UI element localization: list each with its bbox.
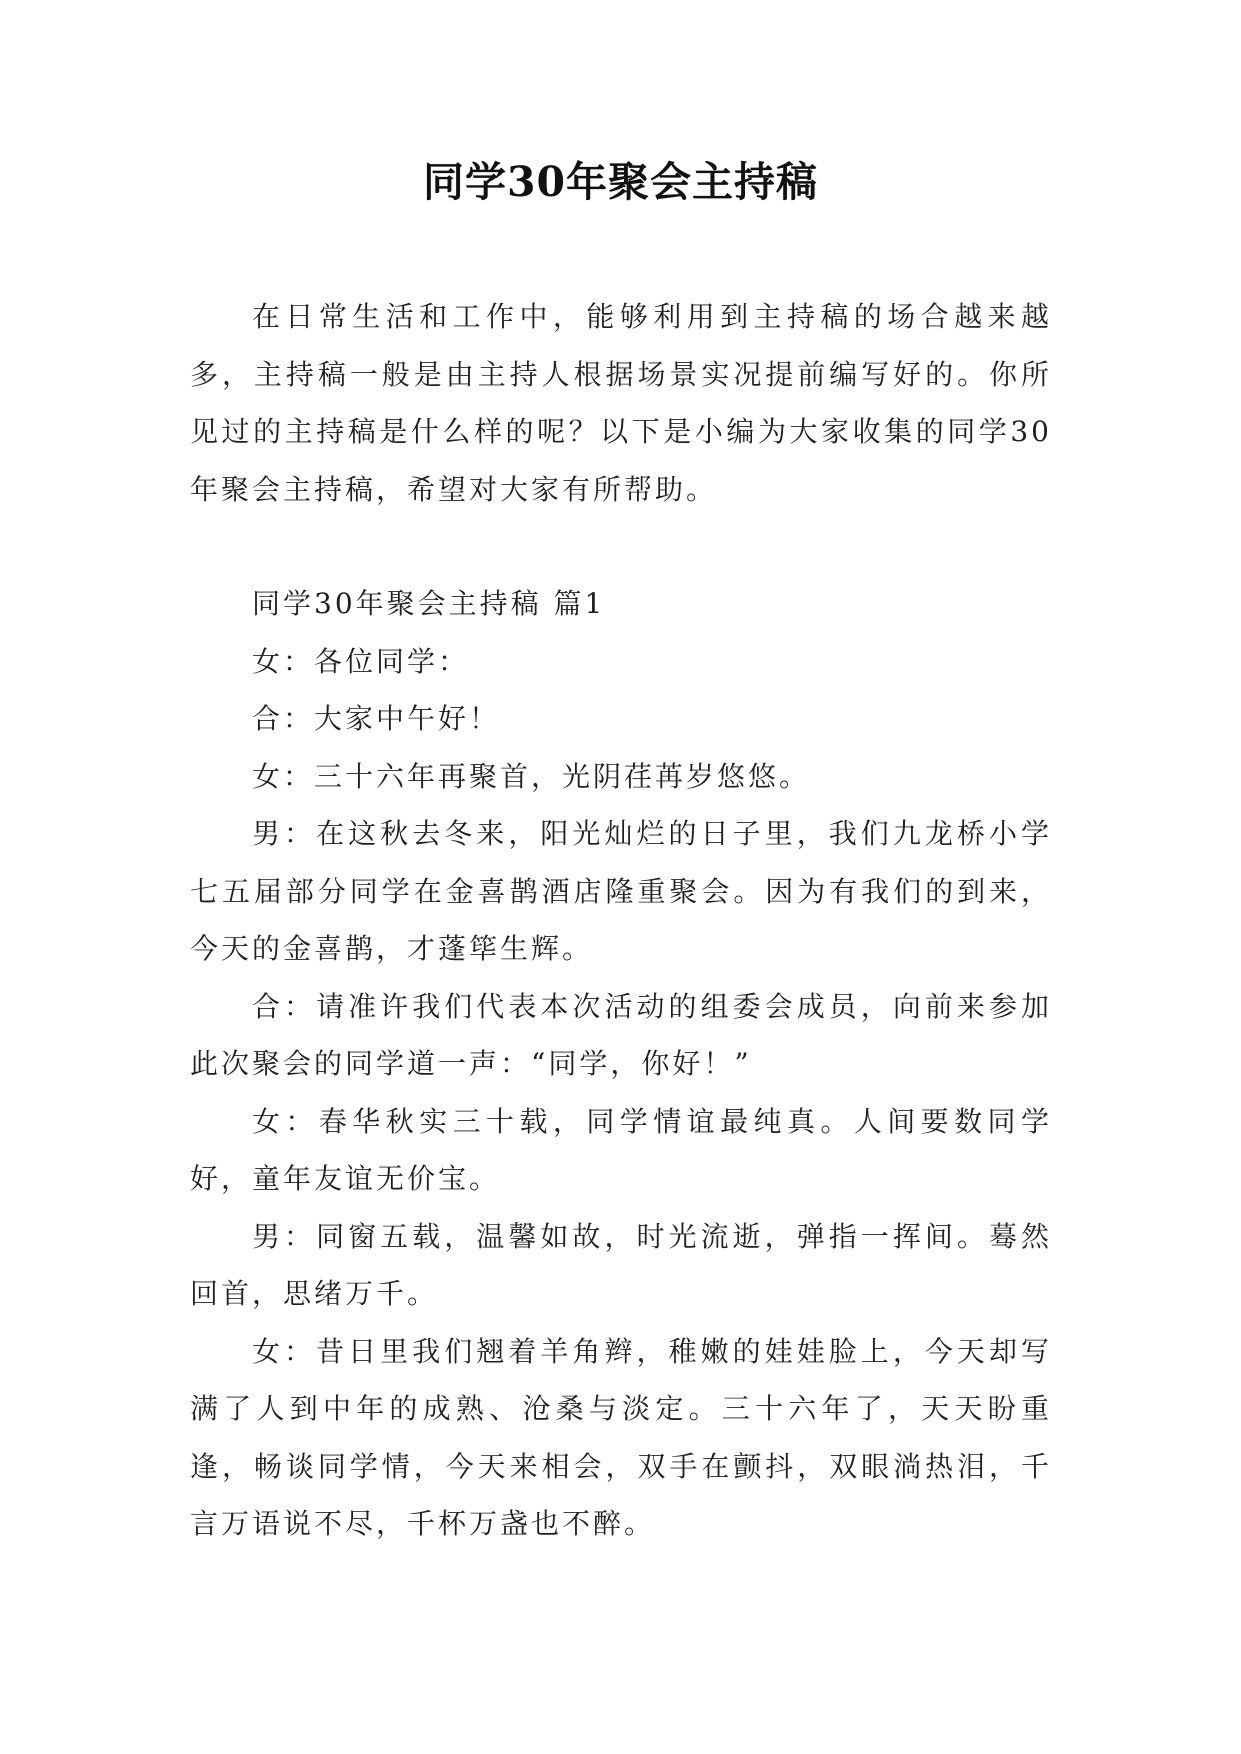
speech-line: 男：在这秋去冬来，阳光灿烂的日子里，我们九龙桥小学七五届部分同学在金喜鹊酒店隆重聚会。因为有我们的到来，今天的金喜鹊，才蓬筚生辉。 (190, 817, 1052, 965)
speech-line: 合：请准许我们代表本次活动的组委会成员，向前来参加此次聚会的同学道一声：“同学，你好！” (190, 989, 1052, 1080)
intro-paragraph: 在日常生活和工作中，能够利用到主持稿的场合越来越多，主持稿一般是由主持人根据场景实况提前编写好的。你所见过的主持稿是什么样的呢？以下是小编为大家收集的同学30年聚会主持稿，希望对大家有所帮助。 (190, 300, 1052, 506)
speech-line: 男：同窗五载，温馨如故，时光流逝，弹指一挥间。蓦然回首，思绪万千。 (190, 1219, 1052, 1310)
speech-line: 合：大家中午好！ (252, 702, 501, 735)
document-body (190, 288, 1052, 1553)
document-title: 同学30年聚会主持稿 (422, 158, 819, 206)
speech-line: 女：春华秋实三十载，同学情谊最纯真。人间要数同学好，童年友谊无价宝。 (190, 1104, 1052, 1195)
paragraph-spacer (190, 518, 1052, 575)
speech-line: 女：昔日里我们翘着羊角辫，稚嫩的娃娃脸上，今天却写满了人到中年的成熟、沧桑与淡定。三十六年了，天天盼重逢，畅谈同学情，今天来相会，双手在颤抖，双眼淌热泪，千言万语说不尽，千杯万盏也不醉。 (190, 1334, 1052, 1540)
speech-line: 女：各位同学： (252, 644, 470, 678)
section-heading: 同学30年聚会主持稿 篇1 (252, 587, 606, 620)
speech-line: 女：三十六年再聚首，光阴荏苒岁悠悠。 (252, 759, 811, 793)
